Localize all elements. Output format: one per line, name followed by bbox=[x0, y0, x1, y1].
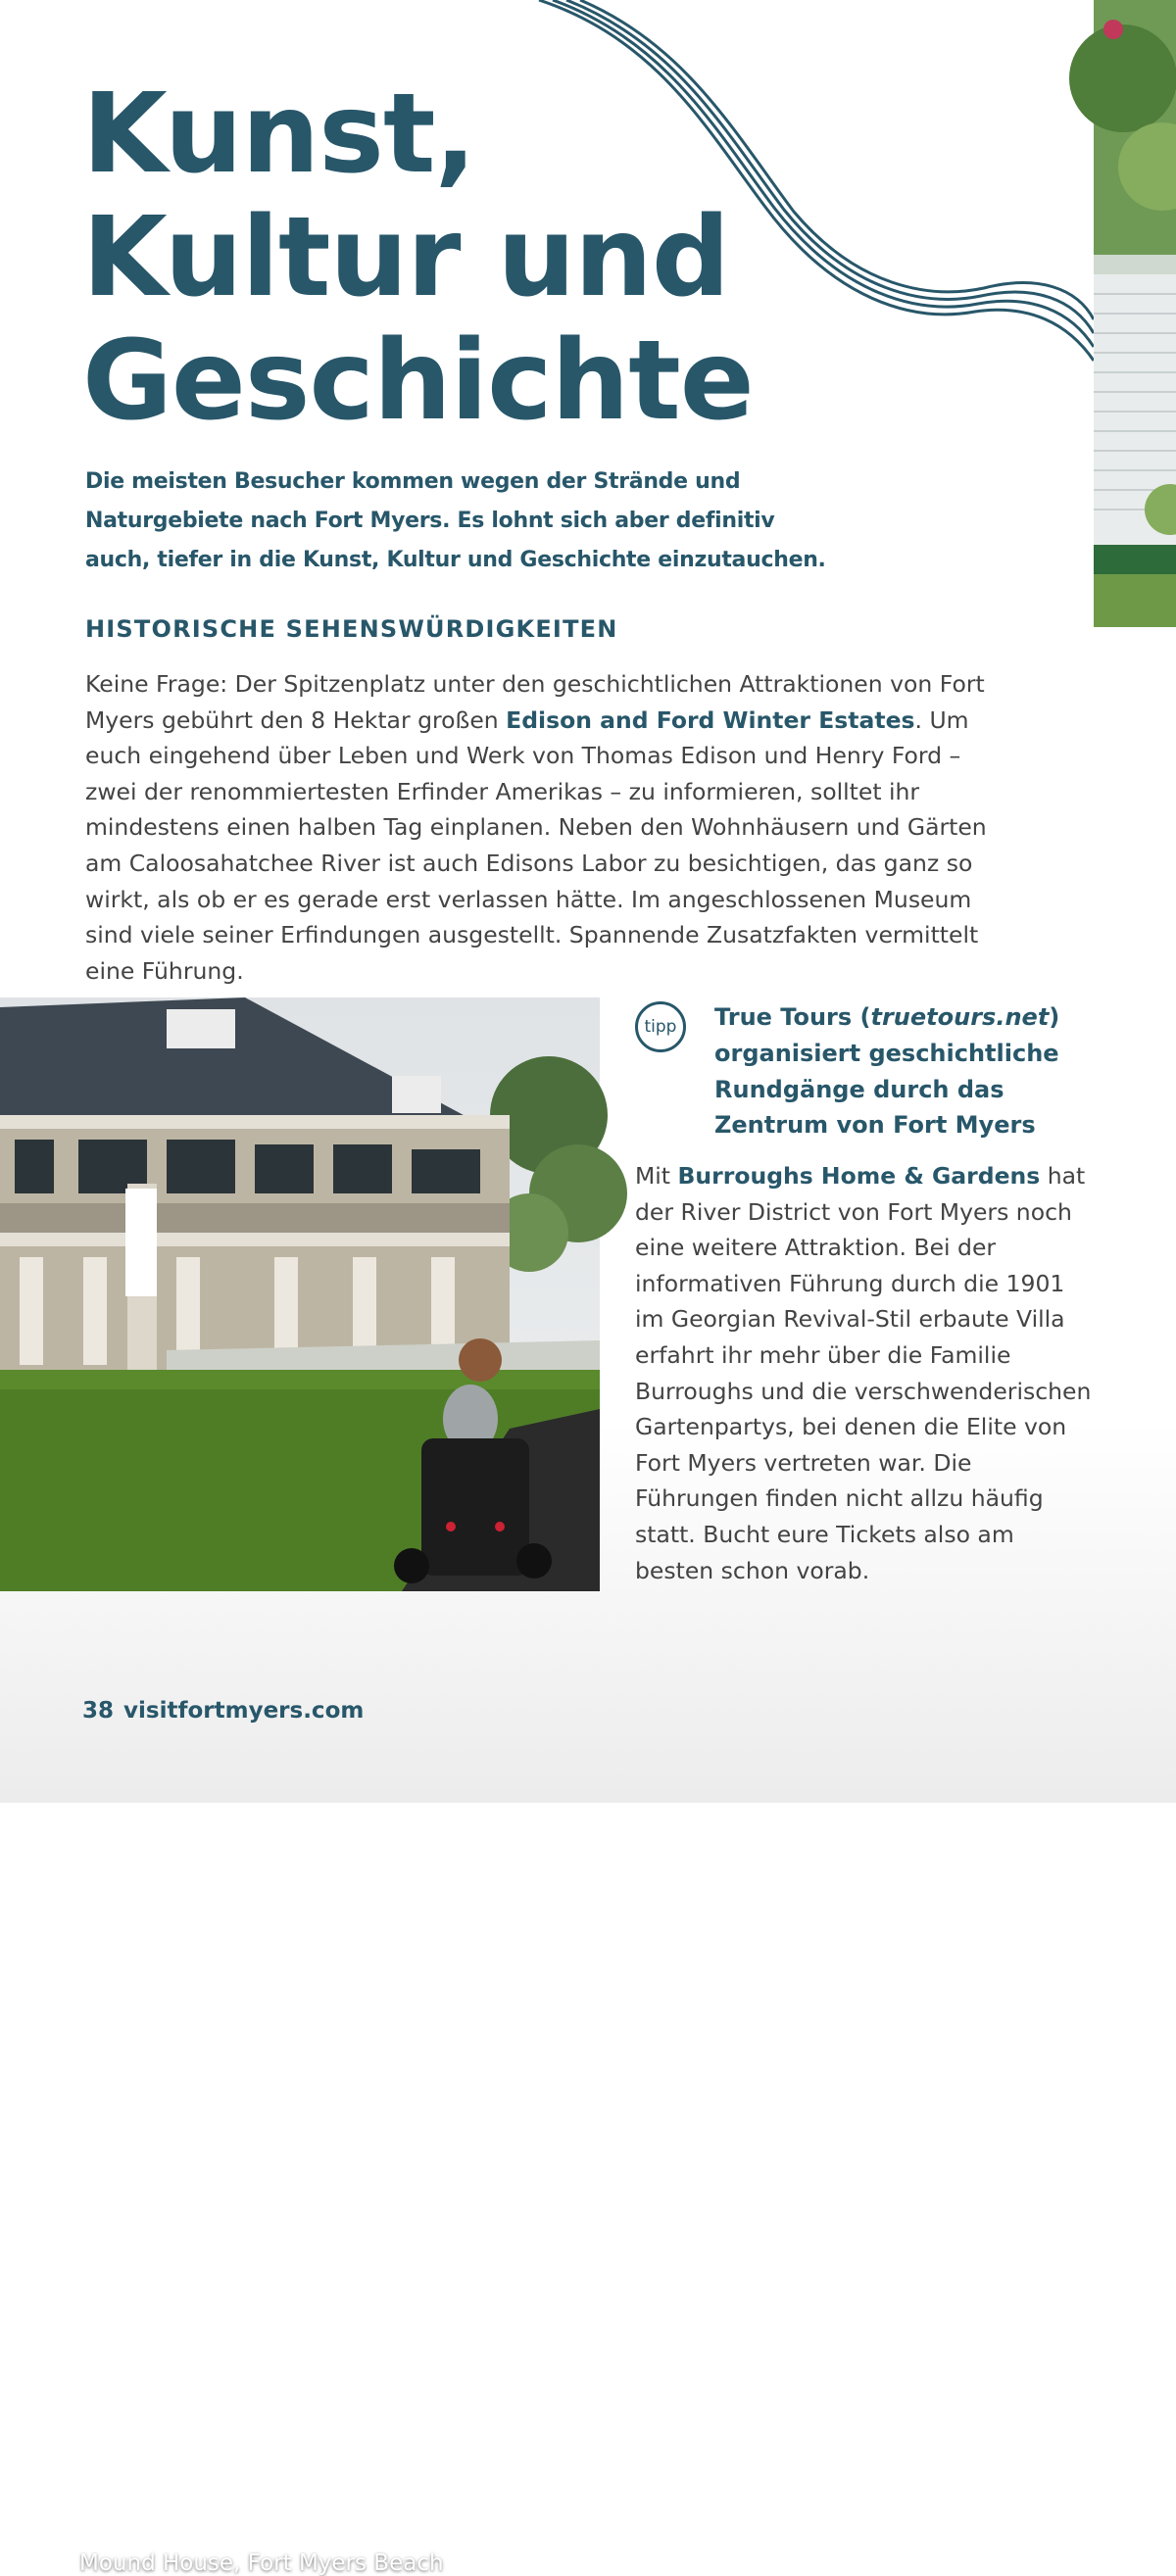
title-line-3: Geschichte bbox=[82, 317, 754, 445]
title-line-1: Kunst, bbox=[82, 71, 476, 198]
tipp-badge: tipp bbox=[635, 1001, 686, 1052]
page-footer bbox=[82, 1698, 364, 1724]
burroughs-name: Burroughs Home & Gardens bbox=[677, 1162, 1041, 1190]
tip-text bbox=[714, 999, 1106, 1143]
truetours-link[interactable]: truetours.net bbox=[870, 1003, 1050, 1031]
paragraph2-start: Mit bbox=[635, 1162, 678, 1190]
tip-end: ) organisiert geschichtliche Rundgänge durch das Zentrum von Fort Myers bbox=[714, 1003, 1060, 1140]
paragraph1-end: . Um euch eingehend über Leben und Werk von Thomas Edison und Henry Ford – zwei der renommiertesten Erfinder Amerikas – zu informieren, solltet ihr mindestens einen halben Tag einplanen. Neben den Wohnhäusern und Gärten am Caloosahatchee River ist auch Edisons Labor zu besichtigen, das ganz so wirkt, als ob er es gerade erst verlassen hätte. Im angeschlossenen Museum sind viele seiner Erfindungen ausgestellt. Spannende Zusatzfakten vermittelt eine Führung. bbox=[85, 705, 987, 985]
edison-ford-name: Edison and Ford Winter Estates bbox=[506, 705, 915, 734]
intro-text: Die meisten Besucher kommen wegen der Strände und Naturgebiete nach Fort Myers. Es lohnt sich aber definitiv auch, tiefer in die Kunst, Kultur und Geschichte einzutauchen. bbox=[85, 469, 826, 572]
paragraph1-start: Keine Frage: Der Spitzenplatz unter den geschichtlichen Attraktionen von Fort Myers gebührt den 8 Hektar großen bbox=[85, 670, 985, 734]
title-line-2: Kultur und bbox=[82, 194, 730, 321]
tip-start: True Tours ( bbox=[714, 1003, 871, 1031]
page-title bbox=[82, 73, 754, 443]
photo-caption: Mound House, Fort Myers Beach bbox=[79, 2551, 444, 2576]
paragraph-edison-ford bbox=[85, 666, 1016, 989]
house-exterior-photo-crop bbox=[1094, 0, 1176, 627]
page-number: 38 bbox=[82, 1698, 115, 1724]
footer-website[interactable]: visitfortmyers.com bbox=[123, 1698, 365, 1724]
paragraph2-end: hat der River District von Fort Myers noch eine weitere Attraktion. Bei der informativen Führung durch die 1901 im Georgian Revival-Stil erbaute Villa erfahrt ihr mehr über die Familie Burroughs und die verschwenderischen Gartenpartys, bei denen die Elite von Fort Myers vertreten war. Die Führungen finden nicht allzu häufig statt. Bucht eure Tickets also am besten schon vorab. bbox=[635, 1162, 1092, 1584]
paragraph-burroughs bbox=[635, 1158, 1096, 1588]
section-heading: HISTORISCHE SEHENSWÜRDIGKEITEN bbox=[85, 615, 618, 643]
